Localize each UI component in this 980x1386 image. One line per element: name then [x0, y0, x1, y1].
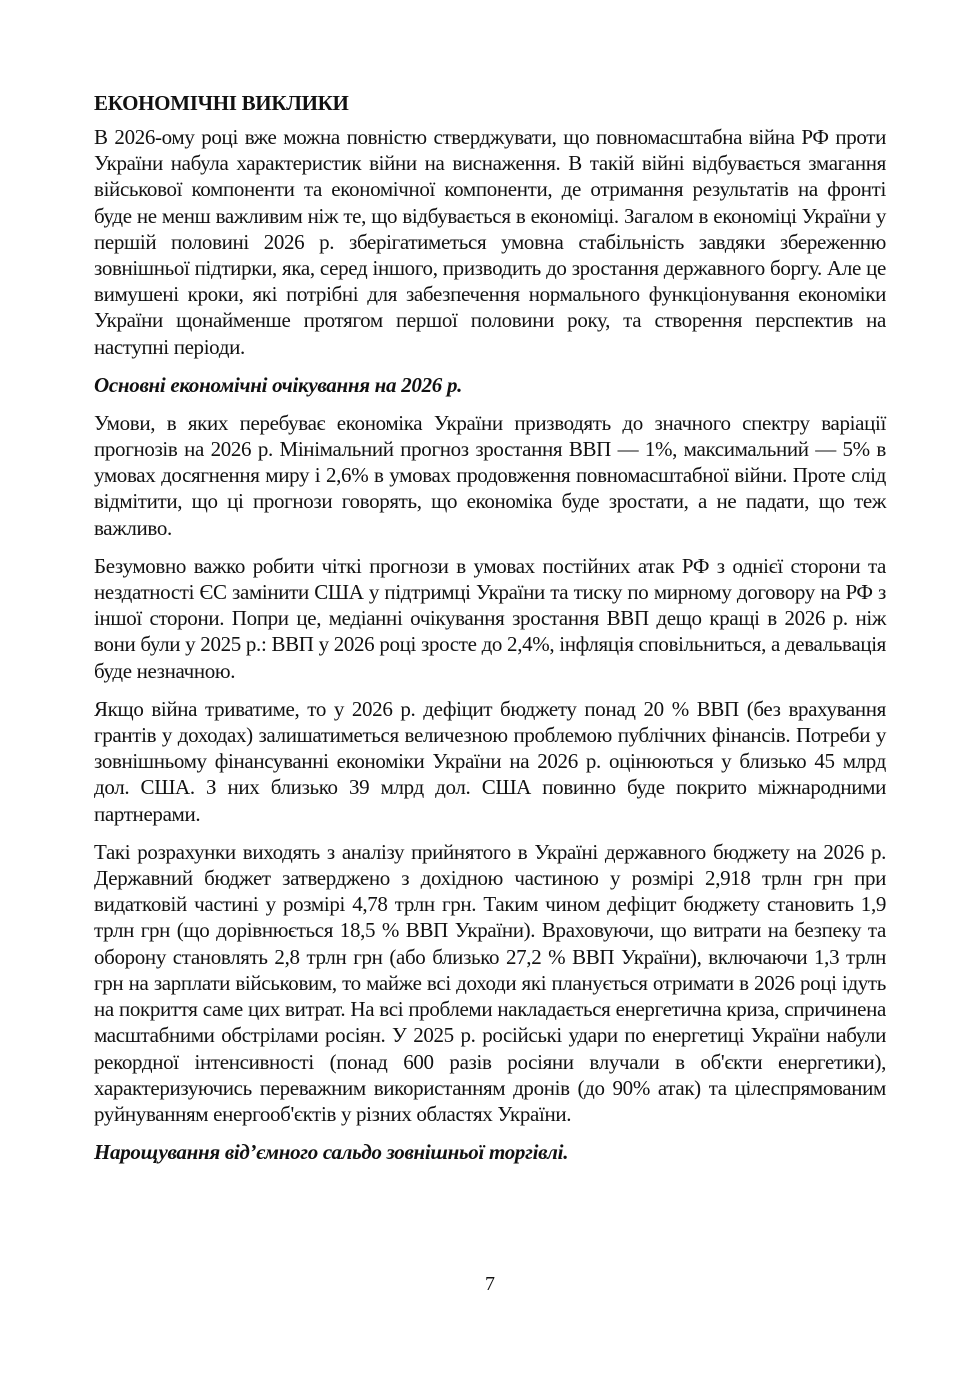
paragraph-median-expectations: Безумовно важко робити чіткі прогнози в умовах постійних атак РФ з однієї сторони та нездатності ЄС замінити США у підтримці України та тиску по мирному договору на РФ з іншої сторони. Попри це, медіанні очікування зростання ВВП дещо кращі в 2026 р. ніж вони були у 2025 р.: ВВП у 2026 році зросте до 2,4%, інфляція сповільниться, а девальвація буде незначною. [94, 553, 886, 683]
paragraph-budget-deficit: Якщо війна триватиме, то у 2026 р. дефіцит бюджету понад 20 % ВВП (без врахування грантів у доходах) залишатиметься величезною проблемою публічних фінансів. Потреби у зовнішньому фінансуванні економіки України на 2026 р. оцінюються у близько 45 млрд дол. США. З них близько 39 млрд дол. США повинно буде покрито міжнародними партнерами. [94, 696, 886, 826]
subsection-title-trade-balance: Нарощування від’ємного сальдо зовнішньої торгівлі. [94, 1140, 569, 1165]
page-number: 7 [485, 1273, 495, 1295]
document-page [94, 90, 886, 1177]
intro-paragraph: В 2026-ому році вже можна повністю стверджувати, що повномасштабна війна РФ проти України набула характеристик війни на виснаження. В такій війні відбувається змагання військової компоненти та економічної компоненти, де отримання результатів на фронті буде не менш важливим ніж те, що відбувається в економіці. Загалом в економіці України у першій половині 2026 р. зберігатиметься умовна стабільність завдяки збереженню зовнішньої підтирки, яка, серед іншого, призводить до зростання державного боргу. Але це вимушені кроки, які потрібні для забезпечення нормального функціонування економіки України щонайменше протягом першої половини року, та створення перспектив на наступні періоди. [94, 125, 886, 359]
section-title: ЕКОНОМІЧНІ ВИКЛИКИ [94, 91, 349, 115]
subsection-title-economic-expectations: Основні економічні очікування на 2026 р. [94, 372, 463, 397]
paragraph-gdp-forecasts: Умови, в яких перебуває економіка України призводять до значного спектру варіації прогнозів на 2026 р. Мінімальний прогноз зростання ВВП — 1%, максимальний — 5% в умовах досягнення миру і 2,6% в умовах продовження повномасштабної війни. Проте слід відмітити, що ці прогнози говорять, що економіка буде зростати, а не падати, що теж важливо. [94, 410, 886, 540]
paragraph-state-budget: Такі розрахунки виходять з аналізу прийнятого в Україні державного бюджету на 2026 р. Державний бюджет затверджено з дохідною частиною у розмірі 2,918 трлн грн при видатковій частині у розмірі 4,78 трлн грн. Таким чином дефіцит бюджету становить 1,9 трлн грн (що дорівнюється 18,5 % ВВП України). Враховуючи, що витрати на безпеку та оборону становлять 2,8 трлн грн (або близько 27,2 % ВВП України), включаючи 1,3 трлн грн на зарплати військовим, то майже всі доходи які планується отримати в 2026 році ідуть на покриття саме цих витрат. На всі проблеми накладається енергетична криза, спричинена масштабними обстрілами росіян. У 2025 р. російські удари по енергетиці України набули рекордної інтенсивності (понад 600 разів росіяни влучали в об'єкти енергетики), характеризуючись переважним використанням дронів (до 90% атак) та цілеспрямованим руйнуванням енергооб'єктів у різних областях України. [94, 839, 886, 1126]
